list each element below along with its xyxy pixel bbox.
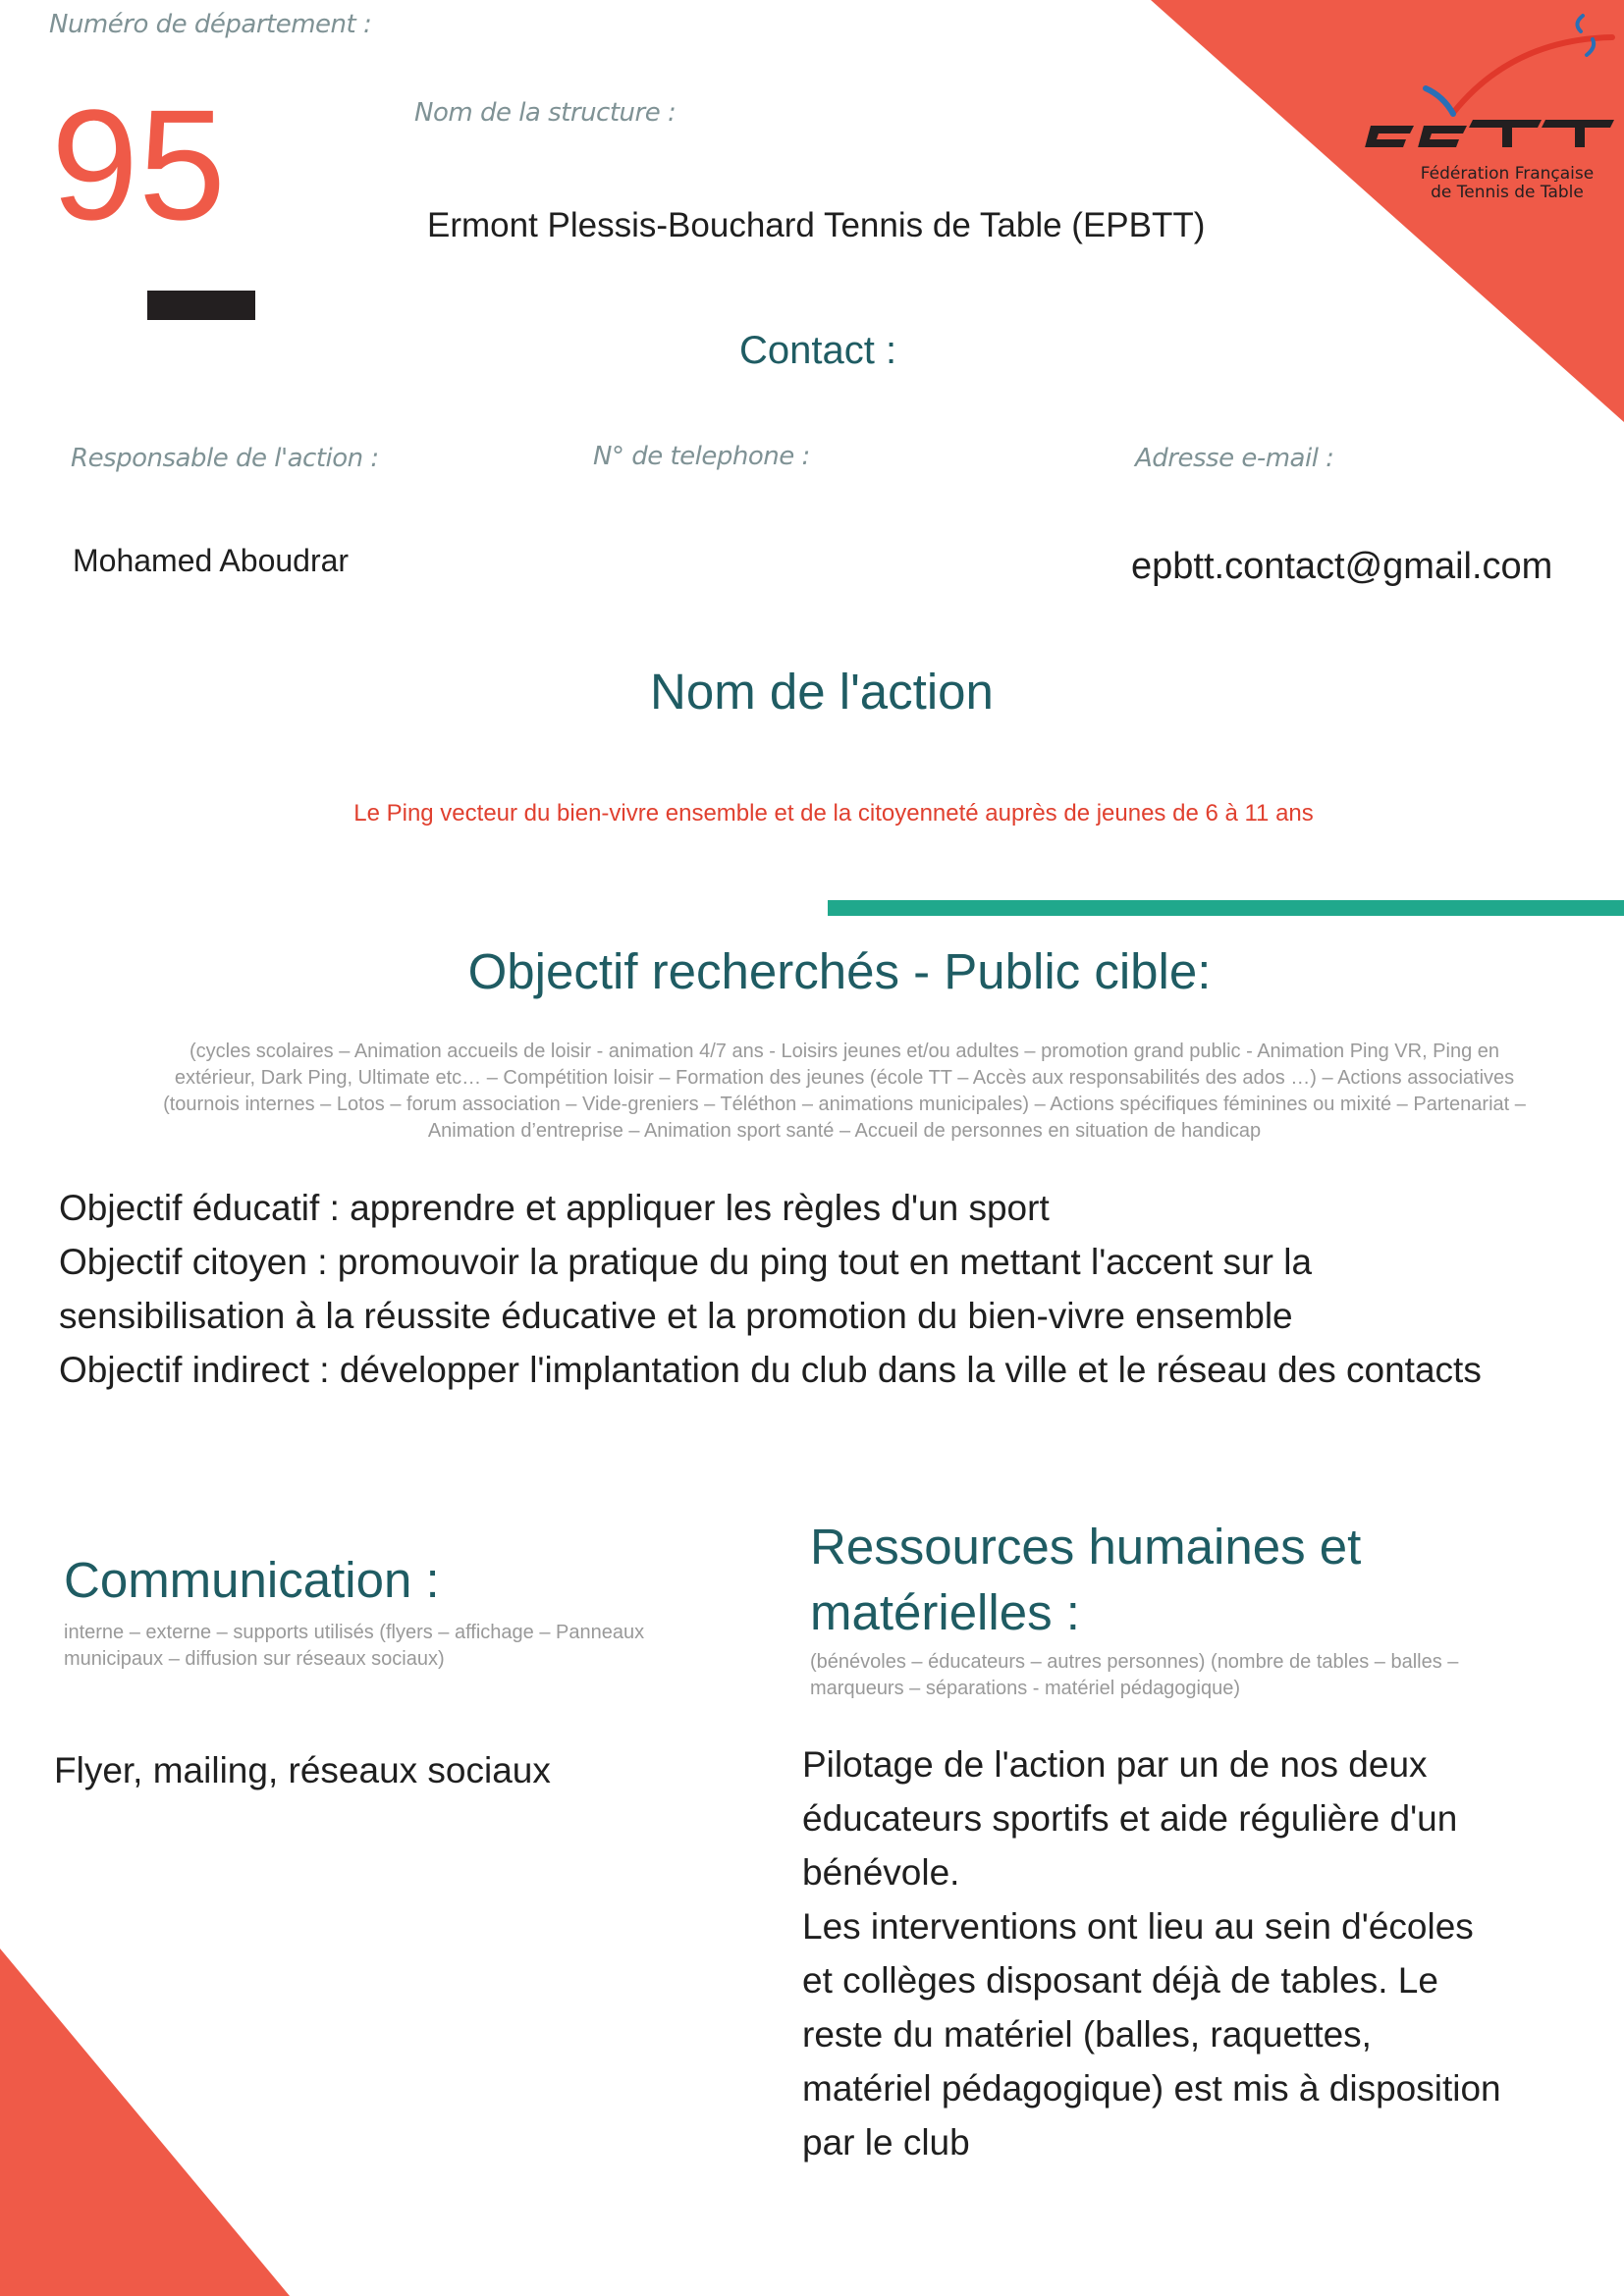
department-label: Numéro de département : <box>49 10 372 39</box>
section-divider-bar <box>828 900 1624 916</box>
department-number: 95 <box>51 77 226 252</box>
fftt-logo-icon <box>1355 10 1620 147</box>
communication-title: Communication : <box>64 1552 440 1608</box>
communication-value: Flyer, mailing, réseaux sociaux <box>54 1750 551 1790</box>
phone-label: N° de telephone : <box>593 442 810 471</box>
black-dash-mark <box>147 291 255 320</box>
email-label: Adresse e-mail : <box>1135 444 1334 473</box>
objectives-hint: (cycles scolaires – Animation accueils de loisir - animation 4/7 ans - Loisirs jeunes et/ou adultes – promotion grand public - Animation Ping VR, Ping en extérieur, Dark Ping, Ultimate etc… – Compétition loisir – Formation des jeunes (école TT – Accès aux responsabilités des ados …) – Actions associatives (tournois internes – Lotos – forum association – Vide-greniers – Téléthon – animations municipales) – Actions spécifiques féminines ou mixité – Partenariat – Animation d’entreprise – Animation sport santé – Accueil de personnes en situation de handicap <box>163 1041 1526 1142</box>
objectives-list <box>59 1181 1532 1397</box>
objective-educational: Objectif éducatif : apprendre et appliquer les règles d'un sport <box>59 1188 1050 1228</box>
resources-paragraph-equipment: Les interventions ont lieu au sein d'écoles et collèges disposant déjà de tables. Le reste du matériel (balles, raquettes, matériel pédagogique) est mis à disposition par le club <box>802 1906 1501 2163</box>
responsible-label: Responsable de l'action : <box>71 444 379 473</box>
communication-hint: interne – externe – supports utilisés (flyers – affichage – Panneaux municipaux – diffusion sur réseaux sociaux) <box>64 1622 645 1670</box>
objective-civic: Objectif citoyen : promouvoir la pratique du ping tout en mettant l'accent sur la sensibilisation à la réussite éducative et la promotion du bien-vivre ensemble <box>59 1242 1313 1336</box>
email-value: epbtt.contact@gmail.com <box>1131 546 1553 587</box>
resources-title: Ressources humaines et matérielles : <box>810 1519 1362 1640</box>
objective-indirect: Objectif indirect : développer l'implantation du club dans la ville et le réseau des contacts <box>59 1350 1482 1390</box>
objectives-title: Objectif recherchés - Public cible: <box>467 943 1212 999</box>
responsible-value: Mohamed Aboudrar <box>73 543 350 578</box>
contact-title: Contact : <box>739 329 897 372</box>
structure-name: Ermont Plessis-Bouchard Tennis de Table (EPBTT) <box>427 206 1206 244</box>
action-title: Nom de l'action <box>650 664 994 720</box>
resources-description <box>802 1737 1509 2169</box>
fftt-logo <box>1355 10 1620 206</box>
resources-paragraph-staff: Pilotage de l'action par un de nos deux éducateurs sportifs et aide régulière d'un bénévole. <box>802 1744 1458 1893</box>
fftt-logo-line2: de Tennis de Table <box>1431 183 1584 202</box>
action-name: Le Ping vecteur du bien-vivre ensemble et de la citoyenneté auprès de jeunes de 6 à 11 ans <box>353 800 1314 827</box>
fftt-logo-line1: Fédération Française <box>1420 164 1595 184</box>
structure-label: Nom de la structure : <box>414 98 677 128</box>
resources-hint: (bénévoles – éducateurs – autres personnes) (nombre de tables – balles – marqueurs – séparations - matériel pédagogique) <box>810 1651 1459 1699</box>
